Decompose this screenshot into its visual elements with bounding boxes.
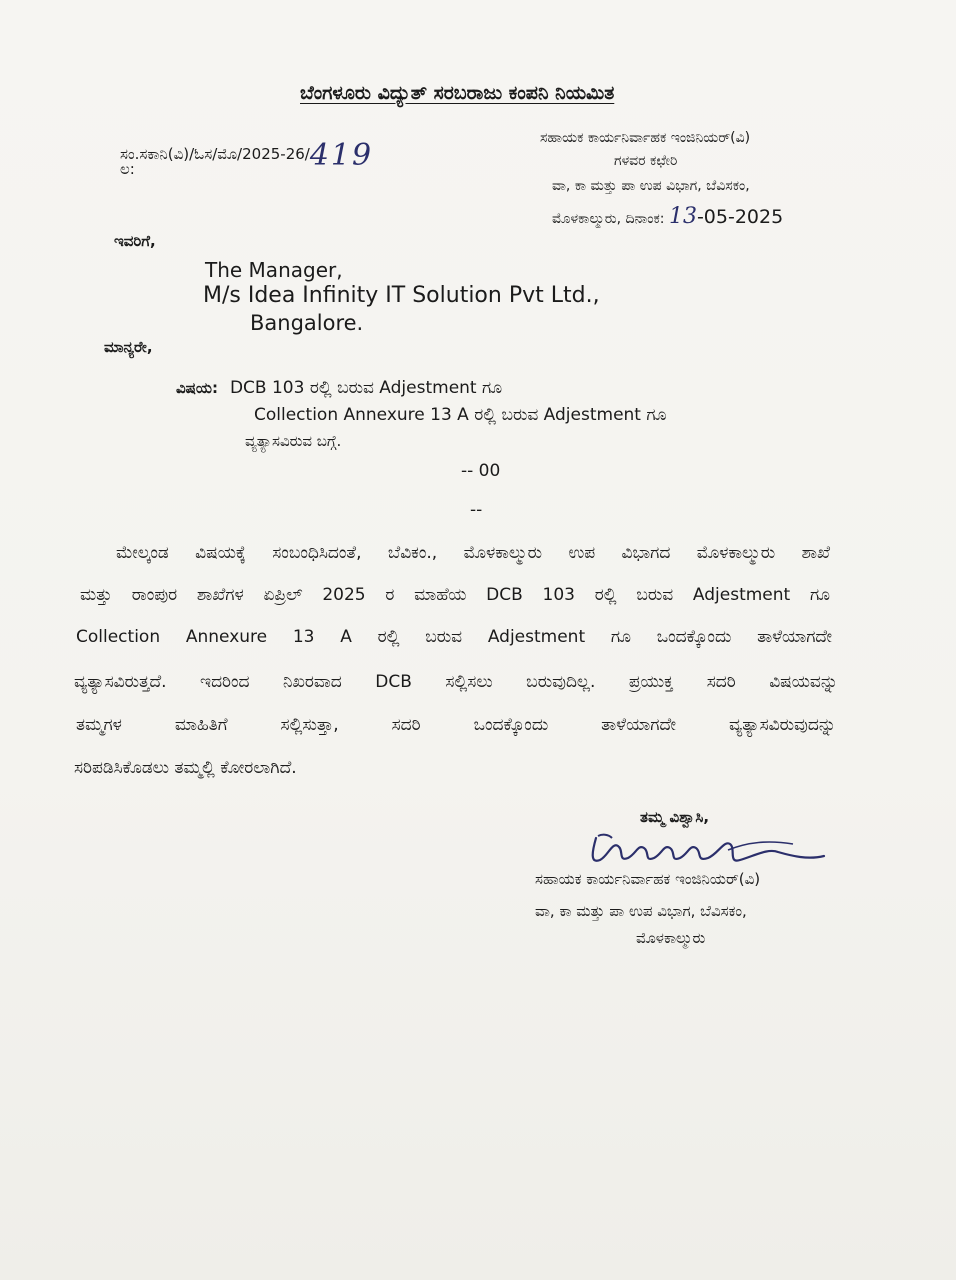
to-label: ಇವರಿಗೆ, [114, 232, 156, 250]
handwritten-reference-number: 419 [309, 138, 374, 173]
office-line-2: ಗಳವರ ಕಛೇರಿ [614, 153, 678, 169]
body-line-1: ಮೇಲ್ಕಂಡ ವಿಷಯಕ್ಕೆ ಸಂಬಂಧಿಸಿದಂತೆ, ಬೆವಿಕಂ., ಮೊಳಕಾಲ್ಮುರು ಉಪ ವಿಭಾಗದ ಮೊಳಕಾಲ್ಮುರು ಶಾಖೆ [116, 543, 830, 563]
body-line-4: ವ್ಯತ್ಯಾಸವಿರುತ್ತದೆ. ಇದರಿಂದ ನಿಖರವಾದ DCB ಸಲ್ಲಿಸಲು ಬರುವುದಿಲ್ಲ. ಪ್ರಯುಕ್ತ ಸದರಿ ವಿಷಯವನ್ನು [74, 672, 838, 692]
recipient-line-1: The Manager, [205, 258, 343, 282]
recipient-line-3: Bangalore. [250, 311, 364, 335]
recipient-line-2: M/s Idea Infinity IT Solution Pvt Ltd., [203, 283, 600, 308]
signatory-place: ಮೊಳಕಾಲ್ಮುರು [636, 929, 706, 947]
office-line-3: ವಾ, ಕಾ ಮತ್ತು ಪಾ ಉಪ ವಿಭಾಗ, ಬೆವಿಸಕಂ, [552, 178, 750, 194]
closing-yours: ತಮ್ಮ ವಿಶ್ವಾಸಿ, [640, 808, 710, 826]
body-line-5: ತಮ್ಮಗಳ ಮಾಹಿತಿಗೆ ಸಲ್ಲಿಸುತ್ತಾ, ಸದರಿ ಒಂದಕ್ಕೊಂದು ತಾಳೆಯಾಗದೇ ವ್ಯತ್ಯಾಸವಿರುವುದನ್ನು [76, 715, 836, 735]
reference-prefix: ಸಂ.ಸಕಾನಿ(ವಿ)/ಓಸ/ಮೊ/2025-26/ [120, 145, 310, 163]
reference-line-2: ಲ: [120, 160, 135, 178]
subject-divider-1: -- 00 [461, 461, 501, 481]
salutation: ಮಾನ್ಯರೇ, [104, 338, 153, 356]
subject-line-1 [176, 378, 502, 398]
subject-line-3: ವ್ಯತ್ಯಾಸವಿರುವ ಬಗ್ಗೆ. [245, 432, 342, 450]
handwritten-date-day: 13 [668, 204, 697, 229]
subject-line-2: Collection Annexure 13 A ರಲ್ಲಿ ಬರುವ Adjestment ಗೂ [254, 405, 667, 425]
body-line-2: ಮತ್ತು ರಾಂಪುರ ಶಾಖೆಗಳ ಏಪ್ರಿಲ್ 2025 ರ ಮಾಹೆಯ DCB 103 ರಲ್ಲಿ ಬರುವ Adjestment ಗೂ [80, 585, 830, 605]
subject-label: ವಿಷಯ: [176, 379, 218, 397]
signatory-office: ವಾ, ಕಾ ಮತ್ತು ಪಾ ಉಪ ವಿಭಾಗ, ಬೆವಿಸಕಂ, [535, 902, 747, 920]
body-line-3: Collection Annexure 13 A ರಲ್ಲಿ ಬರುವ Adjestment ಗೂ ಒಂದಕ್ಕೊಂದು ತಾಳೆಯಾಗದೇ [76, 627, 832, 647]
office-date-line [552, 204, 783, 229]
office-line-1: ಸಹಾಯಕ ಕಾರ್ಯನಿರ್ವಾಹಕ ಇಂಜಿನಿಯರ್(ವಿ) [540, 130, 751, 146]
signatory-designation: ಸಹಾಯಕ ಕಾರ್ಯನಿರ್ವಾಹಕ ಇಂಜಿನಿಯರ್(ವಿ) [535, 870, 761, 888]
date-rest: -05-2025 [696, 206, 784, 228]
body-line-6: ಸರಿಪಡಿಸಿಕೊಡಲು ತಮ್ಮಲ್ಲಿ ಕೋರಲಾಗಿದೆ. [74, 758, 297, 778]
letterhead-title: ಬೆಂಗಳೂರು ವಿದ್ಯುತ್ ಸರಬರಾಜು ಕಂಪನಿ ನಿಯಮಿತ [300, 82, 615, 104]
subject-divider-2: -- [470, 500, 483, 520]
subject-text-1: DCB 103 ರಲ್ಲಿ ಬರುವ Adjestment ಗೂ [229, 378, 503, 398]
reference-number [120, 132, 374, 173]
date-prefix: ಮೊಳಕಾಲ್ಮುರು, ದಿನಾಂಕ: [552, 211, 669, 227]
